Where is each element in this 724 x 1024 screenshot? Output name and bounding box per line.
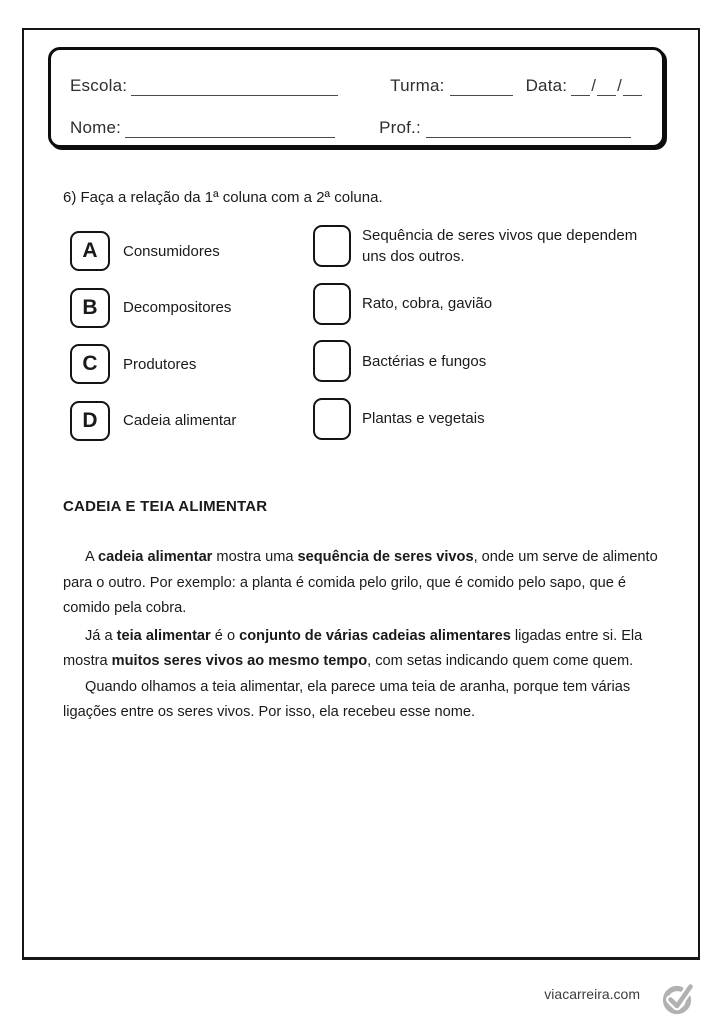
letter-box-a: A (70, 231, 110, 271)
date-separator: / (617, 76, 623, 95)
paragraph-2: Já a teia alimentar é o conjunto de várias cadeias alimentares ligadas entre si. Ela mostra muitos seres vivos ao mesmo tempo, com setas indicando quem come quem. (63, 627, 643, 669)
escola-label: Escola: (70, 76, 128, 95)
letter-box-c: C (70, 344, 110, 384)
match-left-item-c (70, 344, 236, 384)
header-row-1 (51, 74, 662, 96)
paragraph-3: Quando olhamos a teia alimentar, ela parece uma teia de aranha, porque tem várias ligações entre os seres vivos. Por isso, ela recebeu esse nome. (63, 678, 631, 720)
match-right-text: Rato, cobra, gavião (362, 295, 493, 312)
match-right-text: Bactérias e fungos (362, 352, 487, 370)
match-left-label: Decompositores (123, 299, 232, 316)
turma-label: Turma: (390, 76, 445, 95)
article-body (63, 545, 668, 726)
nome-label: Nome: (70, 118, 122, 137)
match-right-item-1 (313, 225, 664, 267)
escola-blank-line[interactable] (131, 79, 338, 96)
answer-box-4[interactable] (313, 398, 351, 440)
match-left-label: Produtores (123, 355, 197, 373)
match-right-item-3 (313, 340, 664, 382)
match-right-text: Plantas e vegetais (362, 410, 485, 427)
match-right-item-2 (313, 283, 664, 325)
match-right-item-4 (313, 398, 664, 440)
match-right-text: Sequência de seres vivos que dependem uns dos outros. (362, 227, 638, 265)
answer-box-2[interactable] (313, 283, 351, 325)
viacarreira-logo-icon (661, 978, 697, 1016)
article-title: CADEIA E TEIA ALIMENTAR (63, 498, 268, 515)
turma-blank-line[interactable] (450, 79, 513, 96)
data-label: Data: (525, 76, 568, 95)
answer-box-3[interactable] (313, 340, 351, 382)
question-6-text: 6) Faça a relação da 1ª coluna com a 2ª coluna. (63, 189, 383, 206)
nome-blank-line[interactable] (125, 121, 335, 138)
date-day-blank-line[interactable] (571, 79, 590, 96)
student-info-box (48, 47, 665, 148)
header-row-2 (51, 116, 662, 138)
prof-blank-line[interactable] (426, 121, 631, 138)
match-right-column (313, 225, 664, 440)
answer-box-1[interactable] (313, 225, 351, 267)
match-left-label: Cadeia alimentar (123, 412, 237, 429)
letter-box-b: B (70, 288, 110, 328)
match-left-item-d (70, 401, 236, 441)
paragraph-1: A cadeia alimentar mostra uma sequência de seres vivos, onde um serve de alimento para o outro. Por exemplo: a planta é comida pelo grilo, que é comido pelo sapo, que é comido pela cobra. (63, 549, 658, 616)
footer-website: viacarreira.com (544, 986, 640, 1002)
date-month-blank-line[interactable] (597, 79, 616, 96)
match-left-item-a (70, 231, 236, 271)
prof-label: Prof.: (379, 118, 421, 137)
match-left-item-b (70, 288, 236, 328)
date-separator: / (591, 76, 597, 95)
date-year-blank-line[interactable] (623, 79, 642, 96)
page-frame (22, 28, 700, 960)
match-left-label: Consumidores (123, 242, 220, 260)
letter-box-d: D (70, 401, 110, 441)
match-left-column (70, 231, 236, 441)
